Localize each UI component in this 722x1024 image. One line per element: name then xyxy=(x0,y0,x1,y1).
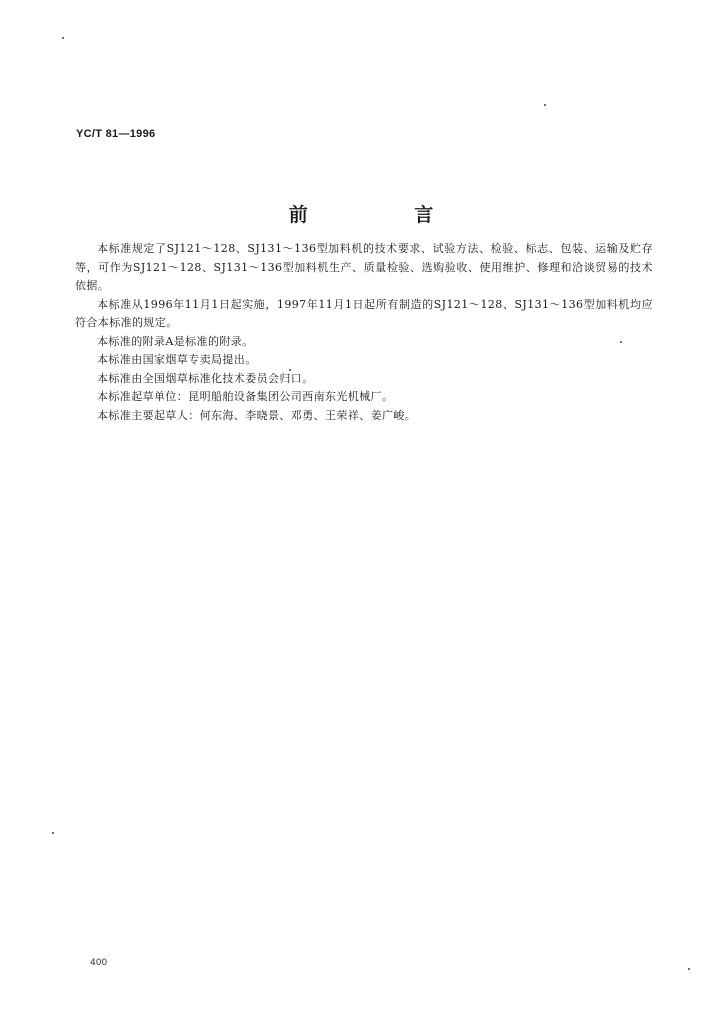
paragraph-drafting-unit: 本标准起草单位：昆明船舶设备集团公司西南东光机械厂。 xyxy=(97,390,394,403)
paragraph-proposer: 本标准由国家烟草专卖局提出。 xyxy=(97,353,257,366)
page-number: 400 xyxy=(90,958,108,968)
scan-speck xyxy=(62,37,64,39)
paragraph-scope: 本标准规定了SJ121～128、SJ131～136型加料机的技术要求、试验方法、检验、标志、包装、运输及贮存等，可作为SJ121～128、SJ131～136型加料机生产、质量检验、选购验收、使用维护、修理和洽谈贸易的技术依据。 xyxy=(75,242,653,292)
paragraph-appendix: 本标准的附录A是标准的附录。 xyxy=(97,334,254,348)
paragraph-effective-date: 本标准从1996年11月1日起实施，1997年11月1日起所有制造的SJ121～128、SJ131～136型加料机均应符合本标准的规定。 xyxy=(75,297,653,329)
page-title: 前 言 xyxy=(288,204,484,226)
scan-speck xyxy=(620,341,622,343)
scan-speck xyxy=(52,832,54,834)
scan-speck xyxy=(688,968,690,970)
paragraph-drafters: 本标准主要起草人：何东海、李晓景、邓勇、王荣祥、姜广峻。 xyxy=(97,408,417,422)
standard-code: YC/T 81—1996 xyxy=(76,128,156,140)
foreword-body xyxy=(75,240,653,425)
scan-speck xyxy=(289,369,291,371)
scan-speck xyxy=(544,104,546,106)
paragraph-responsible-committee: 本标准由全国烟草标准化技术委员会归口。 xyxy=(97,371,314,385)
